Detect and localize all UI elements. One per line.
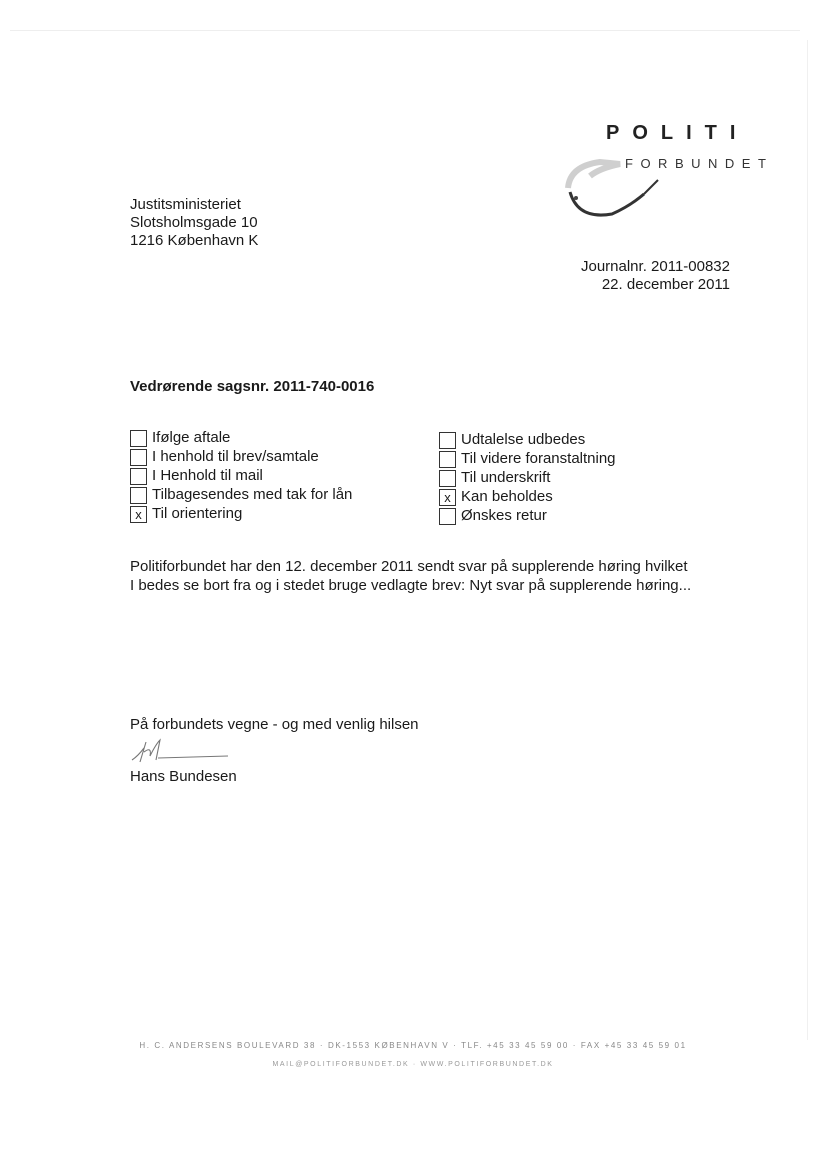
recipient-address — [130, 196, 258, 250]
checkbox[interactable] — [130, 468, 147, 485]
recipient-city: 1216 København K — [130, 232, 259, 249]
checkbox-label: Til videre foranstaltning — [461, 450, 616, 467]
letter-date: 22. december 2011 — [601, 276, 730, 293]
recipient-street: Slotsholmsgade 10 — [130, 214, 258, 231]
checkbox-label: Ifølge aftale — [152, 429, 231, 446]
checkbox[interactable] — [130, 487, 147, 504]
checkbox[interactable] — [439, 451, 456, 468]
recipient-name: Justitsministeriet — [130, 196, 241, 213]
checkbox-label: Udtalelse udbedes — [461, 431, 586, 448]
checkbox[interactable]: x — [130, 506, 147, 523]
scan-edge-line — [807, 40, 808, 1040]
body-line: Politiforbundet har den 12. december 2011 sendt svar på supplerende høring hvilket — [130, 558, 688, 575]
body-line: I bedes se bort fra og i stedet bruge vedlagte brev: Nyt svar på supplerende høring... — [130, 577, 692, 594]
checkbox[interactable] — [130, 430, 147, 447]
signer-name: Hans Bundesen — [130, 768, 237, 785]
handwritten-signature — [130, 736, 230, 766]
journal-block — [566, 258, 730, 294]
checkbox-label: I Henhold til mail — [152, 467, 263, 484]
scan-edge-line — [10, 30, 800, 31]
body-paragraph — [130, 557, 780, 595]
checkbox-label: Kan beholdes — [461, 488, 553, 505]
subject-line: Vedrørende sagsnr. 2011-740-0016 — [130, 378, 375, 395]
checkbox-label: Til orientering — [152, 505, 243, 522]
closing-greeting: På forbundets vegne - og med venlig hilsen — [130, 716, 419, 733]
logo-title: POLITI — [606, 122, 749, 144]
logo-subtitle: FORBUNDET — [625, 156, 774, 171]
checkbox-label: Tilbagesendes med tak for lån — [152, 486, 353, 503]
footer-address: H. C. ANDERSENS BOULEVARD 38 · DK-1553 KØBENHAVN V · TLF. +45 33 45 59 00 · FAX +45 33 45 59 01 — [139, 1041, 687, 1050]
checkbox[interactable]: x — [439, 489, 456, 506]
checkbox-label: I henhold til brev/samtale — [152, 448, 319, 465]
footer-contact: MAIL@POLITIFORBUNDET.DK · WWW.POLITIFORBUNDET.DK — [272, 1061, 554, 1068]
journal-number: Journalnr. 2011-00832 — [580, 258, 730, 275]
politi-forbundet-logo-icon — [560, 158, 670, 228]
checkbox[interactable] — [439, 432, 456, 449]
checkbox-label: Ønskes retur — [461, 507, 547, 524]
checkbox[interactable] — [130, 449, 147, 466]
checkbox-label: Til underskrift — [461, 469, 551, 486]
checkbox[interactable] — [439, 470, 456, 487]
checkbox[interactable] — [439, 508, 456, 525]
